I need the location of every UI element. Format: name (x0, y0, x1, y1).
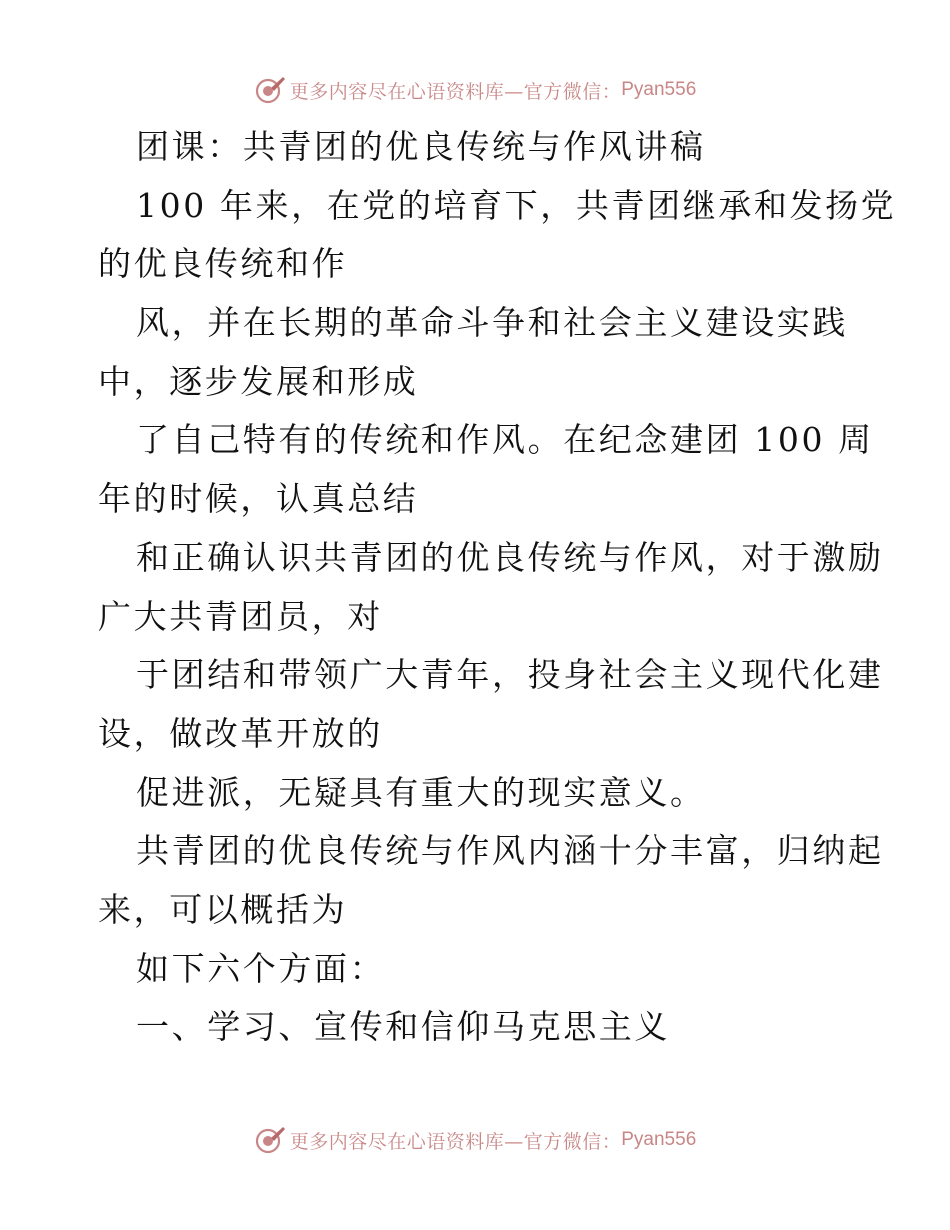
text-line: 如下六个方面： (136, 948, 386, 988)
pen-logo-icon (254, 1124, 286, 1156)
text-line: 风，并在长期的革命斗争和社会主义建设实践 (136, 303, 848, 343)
text-line: 的优良传统和作 (98, 244, 348, 284)
text-line: 年的时候，认真总结 (98, 479, 419, 519)
text-line: 共青团的优良传统与作风内涵十分丰富，归纳起 (136, 831, 884, 871)
text-line: 中，逐步发展和形成 (98, 361, 419, 401)
watermark-wechat-id: Pyan556 (621, 1129, 697, 1150)
text-line: 了自己特有的传统和作风。在纪念建团 100 周 (136, 420, 874, 460)
text-line: 设，做改革开放的 (98, 713, 383, 753)
text-line: 和正确认识共青团的优良传统与作风，对于激励 (136, 537, 884, 577)
watermark-text: 更多内容尽在心语资料库—官方微信： (289, 1130, 622, 1153)
watermark-text: 更多内容尽在心语资料库—官方微信： (289, 80, 622, 103)
footer-watermark (0, 1122, 950, 1158)
text-line: 一、学习、宣传和信仰马克思主义 (136, 1007, 670, 1047)
text-line: 100 年来，在党的培育下，共青团继承和发扬党 (136, 185, 897, 225)
text-line: 广大共青团员，对 (98, 596, 383, 636)
text-line: 于团结和带领广大青年，投身社会主义现代化建 (136, 655, 884, 695)
pen-logo-icon (254, 74, 286, 106)
document-body (98, 118, 897, 1057)
text-line: 促进派，无疑具有重大的现实意义。 (136, 772, 706, 812)
document-title: 团课：共青团的优良传统与作风讲稿 (136, 127, 706, 166)
text-line: 来，可以概括为 (98, 889, 348, 929)
watermark-wechat-id: Pyan556 (621, 79, 697, 100)
header-watermark (0, 72, 950, 108)
